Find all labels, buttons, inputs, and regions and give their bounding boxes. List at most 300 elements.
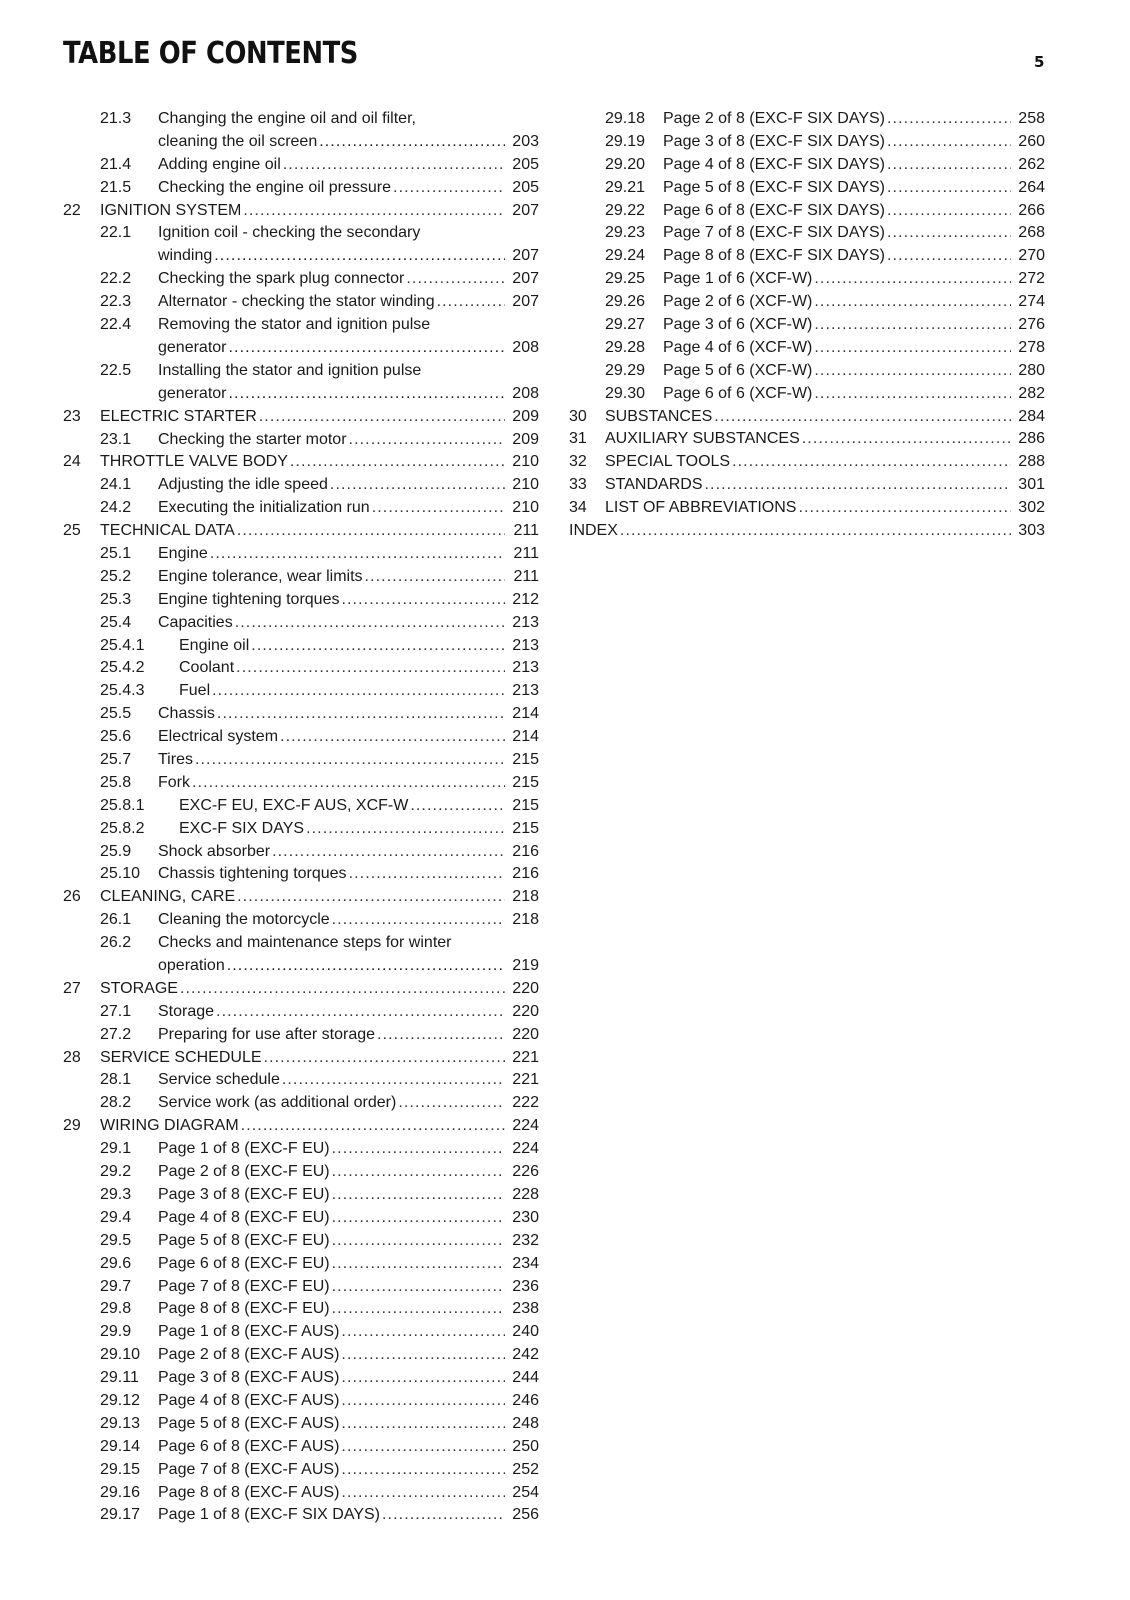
dot-leader: [241, 1115, 505, 1138]
toc-entry-page[interactable]: 211: [513, 522, 539, 540]
toc-entry[interactable]: [569, 245, 1045, 268]
toc-entry-title: Engine oil: [179, 636, 250, 654]
toc-entry-title: Checks and maintenance steps for winter: [158, 934, 452, 952]
dot-leader: [382, 1504, 505, 1527]
toc-entry-number: 29.11: [100, 1369, 139, 1387]
toc-entry[interactable]: [63, 1344, 539, 1367]
toc-entry-number: 25.8.2: [100, 819, 145, 837]
toc-entry[interactable]: [569, 222, 1045, 245]
toc-entry[interactable]: [63, 1390, 539, 1413]
toc-entry[interactable]: [63, 474, 539, 497]
toc-entry-page[interactable]: 215: [512, 796, 539, 814]
toc-entry-number: 29.17: [100, 1506, 141, 1524]
toc-entry[interactable]: [63, 268, 539, 291]
toc-entry-page[interactable]: 208: [512, 338, 539, 356]
toc-entry-page[interactable]: 270: [1018, 247, 1045, 265]
toc-entry-page[interactable]: 213: [512, 659, 539, 677]
toc-entry-page[interactable]: 207: [512, 247, 539, 265]
toc-entry-title: Page 6 of 8 (EXC-F AUS): [158, 1437, 340, 1455]
toc-entry-title: Page 3 of 8 (EXC-F AUS): [158, 1369, 340, 1387]
dot-leader: [235, 612, 505, 635]
toc-entry-number: 25.8.1: [100, 796, 145, 814]
toc-entry-page[interactable]: 214: [512, 728, 539, 746]
toc-entry-number: 25.10: [100, 865, 141, 883]
dot-leader: [341, 1321, 505, 1344]
toc-entry-page[interactable]: 272: [1018, 270, 1045, 288]
dot-leader: [229, 337, 506, 360]
toc-entry-page[interactable]: 280: [1018, 361, 1045, 379]
toc-entry-number: 29: [63, 1117, 81, 1135]
toc-entry-number: 31: [569, 430, 587, 448]
toc-entry-page[interactable]: 274: [1018, 293, 1045, 311]
dot-leader: [341, 1344, 505, 1367]
toc-entry-number: 29.24: [605, 247, 646, 265]
dot-leader: [341, 1459, 505, 1482]
toc-entry-number: 29.12: [100, 1391, 141, 1409]
dot-leader: [227, 955, 505, 978]
toc-entry-title: Coolant: [179, 659, 235, 677]
toc-entry[interactable]: [569, 383, 1045, 406]
toc-entry[interactable]: [569, 291, 1045, 314]
toc-entry-title: Tires: [158, 751, 193, 768]
toc-entry[interactable]: [63, 429, 539, 452]
toc-entry-page[interactable]: 301: [1018, 476, 1045, 494]
dot-leader: [814, 360, 1011, 383]
toc-entry[interactable]: [63, 1482, 539, 1505]
toc-entry-page[interactable]: 303: [1018, 522, 1045, 540]
toc-entry-title: EXC-F EU, EXC-F AUS, XCF-W: [179, 796, 409, 814]
toc-entry-title: Ignition coil - checking the secondary: [158, 224, 421, 242]
dot-leader: [210, 543, 505, 566]
dot-leader: [192, 772, 505, 795]
toc-entry-title: Checking the spark plug connector: [158, 270, 405, 288]
toc-entry[interactable]: [63, 1092, 539, 1115]
toc-entry-page[interactable]: 215: [512, 751, 539, 768]
toc-entry-number: 21.5: [100, 178, 132, 196]
dot-leader: [272, 841, 505, 864]
dot-leader: [410, 795, 505, 818]
toc-entry-page[interactable]: 254: [512, 1483, 539, 1501]
toc-entry-title: Engine: [158, 544, 208, 562]
toc-entry-title: Page 2 of 8 (EXC-F EU): [158, 1163, 330, 1181]
toc-entry-number: 25.6: [100, 728, 132, 746]
toc-entry[interactable]: [63, 360, 539, 406]
dot-leader: [393, 177, 505, 200]
toc-entry[interactable]: [569, 177, 1045, 200]
toc-entry-page[interactable]: 221: [512, 1048, 539, 1066]
toc-entry-page[interactable]: 214: [512, 705, 539, 723]
toc-entry-title: EXC-F SIX DAYS: [179, 819, 305, 837]
toc-entry[interactable]: [63, 1024, 539, 1047]
dot-leader: [217, 703, 505, 726]
toc-entry-title-continued: cleaning the oil screen: [158, 132, 318, 150]
toc-entry-number: 29.19: [605, 132, 646, 150]
toc-entry[interactable]: [63, 1069, 539, 1092]
toc-entry-page[interactable]: 224: [512, 1117, 539, 1135]
toc-entry-number: 29.14: [100, 1437, 141, 1455]
toc-entry[interactable]: [63, 222, 539, 268]
toc-entry-number: 21.4: [100, 155, 132, 173]
toc-entry-number: 22.2: [100, 270, 132, 288]
toc-entry[interactable]: [63, 726, 539, 749]
toc-entry-title: Executing the initialization run: [158, 499, 370, 517]
dot-leader: [620, 520, 1011, 543]
toc-entry-page[interactable]: 228: [512, 1185, 539, 1203]
toc-entry-page[interactable]: 248: [512, 1414, 539, 1432]
toc-entry-page[interactable]: 288: [1018, 453, 1045, 471]
toc-entry-title: LIST OF ABBREVIATIONS: [605, 499, 797, 517]
dot-leader: [377, 1024, 505, 1047]
toc-entry-page[interactable]: 205: [512, 178, 539, 196]
toc-entry-title: Removing the stator and ignition pulse: [158, 316, 431, 334]
dot-leader: [341, 589, 505, 612]
toc-entry-title: Page 1 of 8 (EXC-F EU): [158, 1140, 330, 1158]
toc-entry-number: 28.2: [100, 1094, 132, 1112]
dot-leader: [237, 886, 505, 909]
toc-column-right: [569, 108, 1045, 543]
dot-leader: [332, 1138, 505, 1161]
toc-entry-page[interactable]: 207: [512, 293, 539, 311]
toc-entry-page[interactable]: 210: [512, 453, 539, 471]
toc-entry[interactable]: [569, 451, 1045, 474]
toc-entry[interactable]: [63, 1413, 539, 1436]
toc-entry[interactable]: [63, 589, 539, 612]
toc-entry-number: 25.7: [100, 751, 132, 768]
toc-entry[interactable]: [63, 1161, 539, 1184]
toc-entry-page[interactable]: 221: [512, 1071, 539, 1089]
toc-entry[interactable]: [63, 703, 539, 726]
toc-entry[interactable]: [63, 520, 539, 543]
toc-entry-title: Page 5 of 6 (XCF-W): [663, 361, 813, 379]
dot-leader: [332, 1298, 505, 1321]
toc-entry-page[interactable]: 230: [512, 1208, 539, 1226]
toc-entry-page[interactable]: 213: [512, 636, 539, 654]
toc-entry[interactable]: [63, 1276, 539, 1299]
toc-entry-number: 29.9: [100, 1323, 132, 1341]
toc-entry-page[interactable]: 215: [512, 819, 539, 837]
toc-entry-page[interactable]: 276: [1018, 316, 1045, 334]
dot-leader: [214, 245, 505, 268]
toc-entry-number: 25.2: [100, 567, 132, 585]
dot-leader: [798, 497, 1011, 520]
dot-leader: [814, 314, 1011, 337]
toc-entry-page[interactable]: 205: [512, 155, 539, 173]
toc-entry-page[interactable]: 282: [1018, 384, 1045, 402]
toc-entry[interactable]: [569, 314, 1045, 337]
toc-entry-page[interactable]: 213: [512, 613, 539, 631]
toc-entry-title: Page 4 of 8 (EXC-F AUS): [158, 1391, 340, 1409]
toc-entry-title: Fork: [158, 773, 190, 791]
dot-leader: [341, 1390, 505, 1413]
dot-leader: [887, 177, 1011, 200]
toc-entry-number: 24.1: [100, 476, 132, 494]
toc-entry[interactable]: [63, 108, 539, 154]
toc-entry[interactable]: [569, 520, 1045, 543]
dot-leader: [398, 1092, 505, 1115]
toc-entry-title: Chassis tightening torques: [158, 865, 347, 883]
toc-entry-title: Checking the engine oil pressure: [158, 178, 392, 196]
dot-leader: [714, 406, 1011, 429]
toc-entry[interactable]: [63, 841, 539, 864]
toc-entry[interactable]: [569, 337, 1045, 360]
toc-entry[interactable]: [63, 1459, 539, 1482]
toc-entry-number: 25.8: [100, 773, 132, 791]
toc-entry-title: Page 7 of 8 (EXC-F EU): [158, 1277, 330, 1295]
toc-entry-number: 30: [569, 407, 587, 425]
toc-entry-page[interactable]: 219: [512, 957, 539, 975]
toc-entry-title: Capacities: [158, 613, 233, 631]
toc-entry-title: Adjusting the idle speed: [158, 476, 328, 494]
toc-entry-number: 32: [569, 453, 587, 471]
dot-leader: [290, 451, 505, 474]
toc-entry-number: 29.13: [100, 1414, 141, 1432]
toc-entry-page[interactable]: 278: [1018, 338, 1045, 356]
toc-entry[interactable]: [63, 314, 539, 360]
toc-entry-number: 29.6: [100, 1254, 132, 1272]
toc-entry-page[interactable]: 244: [512, 1369, 539, 1387]
toc-entry-page[interactable]: 220: [512, 979, 539, 997]
dot-leader: [332, 1276, 505, 1299]
toc-entry[interactable]: [63, 1115, 539, 1138]
toc-entry-page[interactable]: 238: [512, 1300, 539, 1318]
toc-entry-page[interactable]: 203: [512, 132, 539, 150]
toc-entry-number: 23: [63, 407, 81, 425]
toc-entry[interactable]: [63, 1504, 539, 1527]
toc-entry[interactable]: [63, 291, 539, 314]
toc-entry[interactable]: [63, 909, 539, 932]
toc-entry[interactable]: [63, 1367, 539, 1390]
dot-leader: [264, 1047, 505, 1070]
toc-entry-title: TECHNICAL DATA: [100, 522, 235, 540]
toc-entry-title: Page 4 of 8 (EXC-F EU): [158, 1208, 330, 1226]
toc-entry-page[interactable]: 222: [512, 1094, 539, 1112]
toc-entry-title: Service work (as additional order): [158, 1094, 397, 1112]
toc-entry-page[interactable]: 302: [1018, 499, 1045, 517]
toc-entry-title: Page 2 of 8 (EXC-F SIX DAYS): [663, 110, 886, 127]
toc-entry-page[interactable]: 209: [512, 430, 539, 448]
toc-entry[interactable]: [63, 818, 539, 841]
toc-entry-title: Page 6 of 8 (EXC-F SIX DAYS): [663, 201, 886, 219]
dot-leader: [732, 451, 1011, 474]
dot-leader: [306, 818, 505, 841]
toc-entry[interactable]: [63, 1321, 539, 1344]
toc-entry-page[interactable]: 284: [1018, 407, 1045, 425]
dot-leader: [802, 428, 1011, 451]
toc-entry-number: 25.4.2: [100, 659, 145, 677]
toc-entry-title: Page 4 of 8 (EXC-F SIX DAYS): [663, 155, 886, 173]
dot-leader: [332, 1230, 505, 1253]
toc-entry[interactable]: [569, 428, 1045, 451]
toc-entry[interactable]: [63, 795, 539, 818]
toc-entry-number: 27.1: [100, 1002, 132, 1020]
dot-leader: [406, 268, 505, 291]
toc-entry[interactable]: [569, 154, 1045, 177]
toc-entry[interactable]: [569, 131, 1045, 154]
toc-entry-title: Shock absorber: [158, 842, 271, 860]
toc-entry-page[interactable]: 208: [512, 384, 539, 402]
toc-entry[interactable]: [63, 1253, 539, 1276]
toc-entry[interactable]: [569, 268, 1045, 291]
toc-entry[interactable]: [569, 200, 1045, 223]
toc-entry[interactable]: [63, 1047, 539, 1070]
toc-entry-number: 29.1: [100, 1140, 132, 1158]
toc-entry[interactable]: [63, 566, 539, 589]
toc-entry[interactable]: [63, 543, 539, 566]
dot-leader: [887, 131, 1011, 154]
toc-entry-title: Engine tightening torques: [158, 590, 340, 608]
toc-entry-number: 25.4.3: [100, 682, 145, 700]
toc-entry-title: Cleaning the motorcycle: [158, 911, 330, 929]
toc-entry-page[interactable]: 218: [512, 911, 539, 929]
dot-leader: [332, 1161, 505, 1184]
toc-entry-number: 28.1: [100, 1071, 132, 1089]
toc-entry-title: Page 1 of 8 (EXC-F SIX DAYS): [158, 1506, 381, 1524]
toc-entry-page[interactable]: 207: [512, 201, 539, 219]
toc-entry-page[interactable]: 213: [512, 682, 539, 700]
toc-entry-page[interactable]: 226: [512, 1163, 539, 1181]
toc-entry-title: Page 4 of 6 (XCF-W): [663, 338, 813, 356]
toc-entry[interactable]: [63, 1207, 539, 1230]
toc-entry[interactable]: [63, 886, 539, 909]
toc-entry-number: 22.5: [100, 361, 132, 379]
toc-entry-title: STORAGE: [100, 979, 178, 997]
toc-entry-page[interactable]: 250: [512, 1437, 539, 1455]
dot-leader: [887, 245, 1011, 268]
toc-entry-page[interactable]: 286: [1018, 430, 1045, 448]
toc-entry-number: 28: [63, 1048, 81, 1066]
toc-entry[interactable]: [63, 177, 539, 200]
dot-leader: [814, 337, 1011, 360]
toc-entry-page[interactable]: 256: [512, 1506, 539, 1524]
dot-leader: [332, 1184, 505, 1207]
dot-leader: [243, 200, 505, 223]
toc-entry-page[interactable]: 210: [512, 499, 539, 517]
toc-entry-page[interactable]: 224: [512, 1140, 539, 1158]
toc-entry-number: 24.2: [100, 499, 132, 517]
toc-entry[interactable]: [63, 863, 539, 886]
toc-entry-number: 29.20: [605, 155, 646, 173]
toc-entry-title: Page 2 of 6 (XCF-W): [663, 293, 813, 311]
toc-entry-number: 23.1: [100, 430, 132, 448]
toc-entry-page[interactable]: 262: [1018, 155, 1045, 173]
toc-entry[interactable]: [569, 360, 1045, 383]
toc-entry-title: Page 3 of 8 (EXC-F SIX DAYS): [663, 132, 886, 150]
toc-entry-page[interactable]: 264: [1018, 178, 1045, 196]
toc-entry-page[interactable]: 209: [512, 407, 539, 425]
toc-entry[interactable]: [63, 680, 539, 703]
toc-entry-page[interactable]: 232: [512, 1231, 539, 1249]
toc-entry[interactable]: [569, 474, 1045, 497]
toc-entry-page[interactable]: 234: [512, 1254, 539, 1272]
toc-entry-title: SPECIAL TOOLS: [605, 453, 731, 471]
page-number: 5: [1034, 53, 1045, 71]
toc-entry-page[interactable]: 252: [512, 1460, 539, 1478]
toc-entry[interactable]: [63, 451, 539, 474]
toc-entry[interactable]: [63, 200, 539, 223]
toc-entry[interactable]: [63, 1230, 539, 1253]
toc-entry-page[interactable]: 268: [1018, 224, 1045, 242]
toc-entry-number: 29.26: [605, 293, 646, 311]
toc-entry[interactable]: [569, 108, 1045, 131]
toc-entry[interactable]: [63, 1298, 539, 1321]
toc-entry-title: STANDARDS: [605, 476, 703, 494]
toc-entry-number: 29.2: [100, 1163, 132, 1181]
toc-entry[interactable]: [63, 932, 539, 978]
toc-entry-page[interactable]: 207: [512, 270, 539, 288]
toc-entry-title-continued: operation: [158, 957, 225, 975]
toc-entry[interactable]: [63, 749, 539, 772]
toc-entry-page[interactable]: 236: [512, 1277, 539, 1295]
toc-entry-page[interactable]: 216: [512, 842, 539, 860]
toc-entry-page[interactable]: 216: [512, 865, 539, 883]
toc-entry[interactable]: [63, 635, 539, 658]
toc-entry-page[interactable]: 210: [512, 476, 539, 494]
toc-entry-page[interactable]: 220: [512, 1002, 539, 1020]
toc-entry-page[interactable]: 220: [512, 1025, 539, 1043]
toc-entry-page[interactable]: 258: [1018, 110, 1045, 127]
toc-entry[interactable]: [63, 154, 539, 177]
toc-entry[interactable]: [63, 612, 539, 635]
toc-entry-title: Page 8 of 8 (EXC-F AUS): [158, 1483, 340, 1501]
dot-leader: [887, 222, 1011, 245]
toc-entry-number: 29.4: [100, 1208, 132, 1226]
toc-entry[interactable]: [569, 406, 1045, 429]
toc-entry[interactable]: [63, 978, 539, 1001]
dot-leader: [195, 749, 505, 772]
toc-entry-page[interactable]: 211: [513, 544, 539, 562]
toc-entry-page[interactable]: 211: [513, 567, 539, 585]
toc-entry-page[interactable]: 260: [1018, 132, 1045, 150]
toc-entry[interactable]: [63, 1184, 539, 1207]
toc-entry-page[interactable]: 218: [512, 888, 539, 906]
toc-entry-page[interactable]: 212: [512, 590, 539, 608]
toc-entry[interactable]: [63, 1436, 539, 1459]
dot-leader: [814, 291, 1011, 314]
toc-entry-page[interactable]: 246: [512, 1391, 539, 1409]
toc-entry-number: 29.22: [605, 201, 646, 219]
toc-entry-title: Engine tolerance, wear limits: [158, 567, 363, 585]
toc-entry-page[interactable]: 215: [512, 773, 539, 791]
toc-entry[interactable]: [63, 1001, 539, 1024]
dot-leader: [341, 1413, 505, 1436]
toc-entry-title: Chassis: [158, 705, 215, 723]
toc-entry-title: AUXILIARY SUBSTANCES: [605, 430, 800, 448]
dot-leader: [887, 200, 1011, 223]
toc-entry-number: 24: [63, 453, 81, 471]
toc-entry-page[interactable]: 266: [1018, 201, 1045, 219]
dot-leader: [236, 657, 505, 680]
toc-entry-number: 29.23: [605, 224, 646, 242]
toc-entry-title: Fuel: [179, 682, 211, 700]
toc-entry-page[interactable]: 242: [512, 1346, 539, 1364]
toc-entry[interactable]: [63, 1138, 539, 1161]
dot-leader: [282, 1069, 505, 1092]
toc-entry[interactable]: [63, 772, 539, 795]
toc-entry-number: 22.3: [100, 293, 132, 311]
toc-entry-number: 25: [63, 522, 81, 540]
toc-entry-number: 29.7: [100, 1277, 132, 1295]
dot-leader: [437, 291, 505, 314]
toc-entry[interactable]: [63, 497, 539, 520]
toc-entry[interactable]: [569, 497, 1045, 520]
toc-entry-number: 22.1: [100, 224, 132, 242]
toc-entry[interactable]: [63, 406, 539, 429]
toc-entry-title-continued: generator: [158, 384, 227, 402]
toc-entry-title: Adding engine oil: [158, 155, 281, 173]
toc-entry[interactable]: [63, 657, 539, 680]
toc-entry-page[interactable]: 240: [512, 1323, 539, 1341]
toc-entry-title: Page 5 of 8 (EXC-F SIX DAYS): [663, 178, 886, 196]
